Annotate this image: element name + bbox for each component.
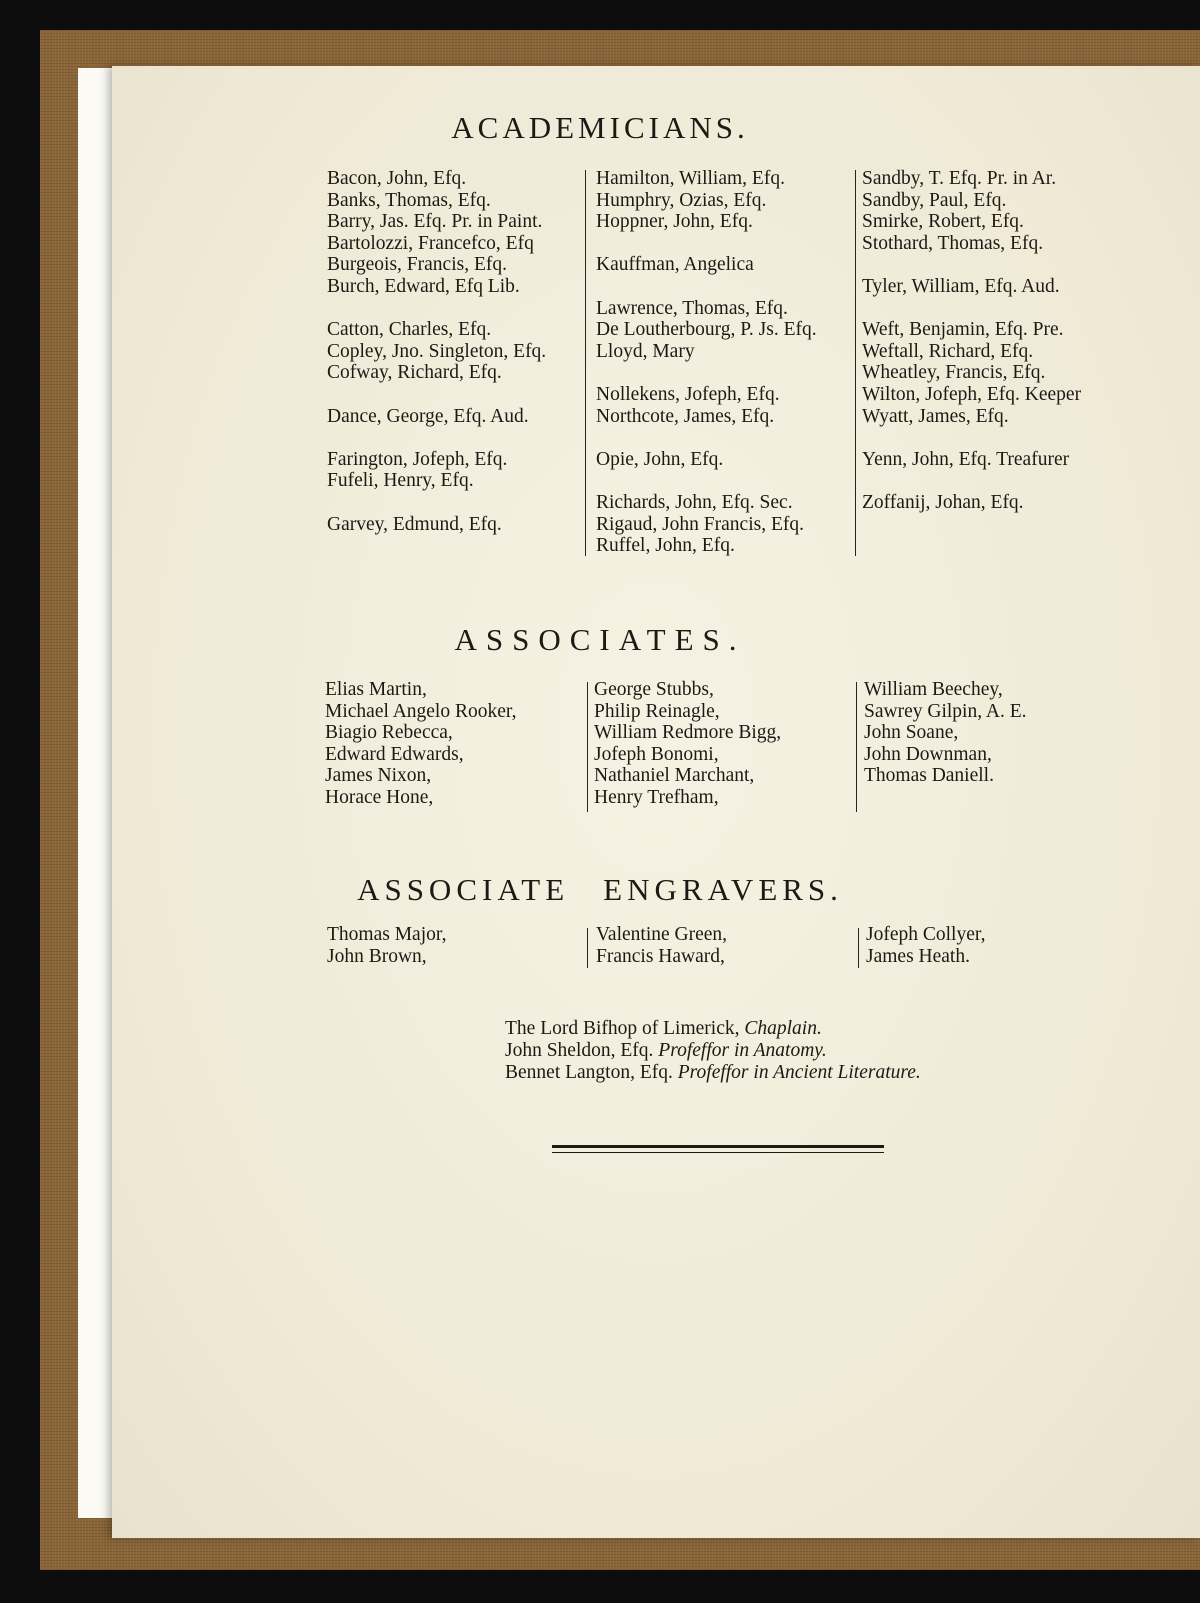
list-item: Burch, Edward, Efq Lib. [327,275,520,297]
list-item: George Stubbs, [594,679,714,700]
list-item: Fufeli, Henry, Efq. [327,470,474,492]
list-item: Sandby, Paul, Efq. [862,189,1007,211]
officer-line [505,1040,921,1062]
list-item: John Downman, [864,743,992,765]
list-item: Nollekens, Jofeph, Efq. [596,383,780,405]
list-item: Sandby, T. Efq. Pr. in Ar. [862,168,1057,189]
list-item: John Brown, [327,945,427,967]
list-item: Bacon, John, Efq. [327,168,467,189]
list-item: Stothard, Thomas, Efq. [862,232,1044,254]
list-item: Kauffman, Angelica [596,254,754,276]
list-item: Zoffanij, Johan, Efq. [862,491,1024,513]
academicians-heading: ACADEMICIANS. [451,110,749,145]
list-item: Elias Martin, [325,679,427,700]
associates-column-3 [864,679,1026,787]
list-item: Catton, Charles, Efq. [327,319,492,341]
list-item: Richards, John, Efq. Sec. [596,491,793,513]
list-item: Nathaniel Marchant, [594,765,755,787]
academicians-column-2 [596,168,817,557]
list-item: Lawrence, Thomas, Efq. [596,297,788,319]
column-divider [856,682,857,812]
list-item: De Loutherbourg, P. Js. Efq. [596,319,817,341]
list-item: Rigaud, John Francis, Efq. [596,513,804,535]
column-divider [587,928,588,968]
list-item: Sawrey Gilpin, A. E. [864,700,1027,722]
officer-title: Profeffor in Ancient Literature. [677,1062,921,1083]
officer-title: Chaplain. [744,1018,822,1039]
list-item: Ruffel, John, Efq. [596,535,735,557]
officer-title: Profeffor in Anatomy. [658,1040,827,1061]
list-item: Weft, Benjamin, Efq. Pre. [862,319,1064,341]
list-item: Wyatt, James, Efq. [862,405,1009,427]
list-item: Yenn, John, Efq. Treafurer [862,448,1070,470]
officer-line [505,1062,921,1084]
heading-word: ENGRAVERS. [603,872,843,907]
engravers-column-3 [866,924,985,967]
officer-name: Bennet Langton, Efq. [505,1062,673,1083]
list-item: Thomas Major, [327,924,447,945]
list-item: Wheatley, Francis, Efq. [862,362,1046,384]
list-item: Horace Hone, [325,786,434,808]
list-item: Dance, George, Efq. Aud. [327,405,529,427]
column-divider [855,170,856,556]
list-item: Copley, Jno. Singleton, Efq. [327,340,547,362]
ornamental-rule [552,1152,884,1153]
list-item: Valentine Green, [596,924,728,945]
list-item: Humphry, Ozias, Efq. [596,189,767,211]
list-item: Hamilton, William, Efq. [596,168,785,189]
list-item: William Redmore Bigg, [594,722,782,744]
engravers-column-1 [327,924,446,967]
officer-name: The Lord Bifhop of Limerick, [505,1018,740,1039]
list-item: Northcote, James, Efq. [596,405,775,427]
list-item: Weftall, Richard, Efq. [862,340,1034,362]
list-item: James Nixon, [325,765,432,787]
list-item: Banks, Thomas, Efq. [327,189,491,211]
associate-engravers-heading [0,872,1200,908]
list-item: John Soane, [864,722,959,744]
list-item: Edward Edwards, [325,743,464,765]
list-item: Biagio Rebecca, [325,722,453,744]
list-item: Barry, Jas. Efq. Pr. in Paint. [327,211,543,233]
ornamental-rule [552,1145,884,1148]
column-divider [858,928,859,968]
list-item: Hoppner, John, Efq. [596,211,753,233]
column-divider [587,682,588,812]
associates-heading: ASSOCIATES. [454,622,746,657]
list-item: William Beechey, [864,679,1003,700]
column-divider [585,170,586,556]
list-item: Wilton, Jofeph, Efq. Keeper [862,383,1082,405]
list-item: James Heath. [866,945,970,967]
list-item: Farington, Jofeph, Efq. [327,448,508,470]
engravers-column-2 [596,924,727,967]
academicians-column-3 [862,168,1081,514]
list-item: Burgeois, Francis, Efq. [327,254,507,276]
list-item: Francis Haward, [596,945,725,967]
list-item: Michael Angelo Rooker, [325,700,517,722]
list-item: Jofeph Collyer, [866,924,986,945]
list-item: Opie, John, Efq. [596,448,724,470]
list-item: Garvey, Edmund, Efq. [327,513,502,535]
list-item: Cofway, Richard, Efq. [327,362,502,384]
list-item: Henry Trefham, [594,786,719,808]
list-item: Lloyd, Mary [596,340,695,362]
list-item: Tyler, William, Efq. Aud. [862,275,1060,297]
academicians-column-1 [327,168,546,535]
officers-list [505,1018,921,1084]
heading-word: ASSOCIATE [357,872,570,907]
list-item: Thomas Daniell. [864,765,994,787]
list-item: Smirke, Robert, Efq. [862,211,1024,233]
associates-column-2 [594,679,781,809]
associates-column-1 [325,679,516,809]
list-item: Jofeph Bonomi, [594,743,719,765]
list-item: Philip Reinagle, [594,700,720,722]
officer-line [505,1018,921,1040]
officer-name: John Sheldon, Efq. [505,1040,654,1061]
list-item: Bartolozzi, Francefco, Efq [327,232,534,254]
